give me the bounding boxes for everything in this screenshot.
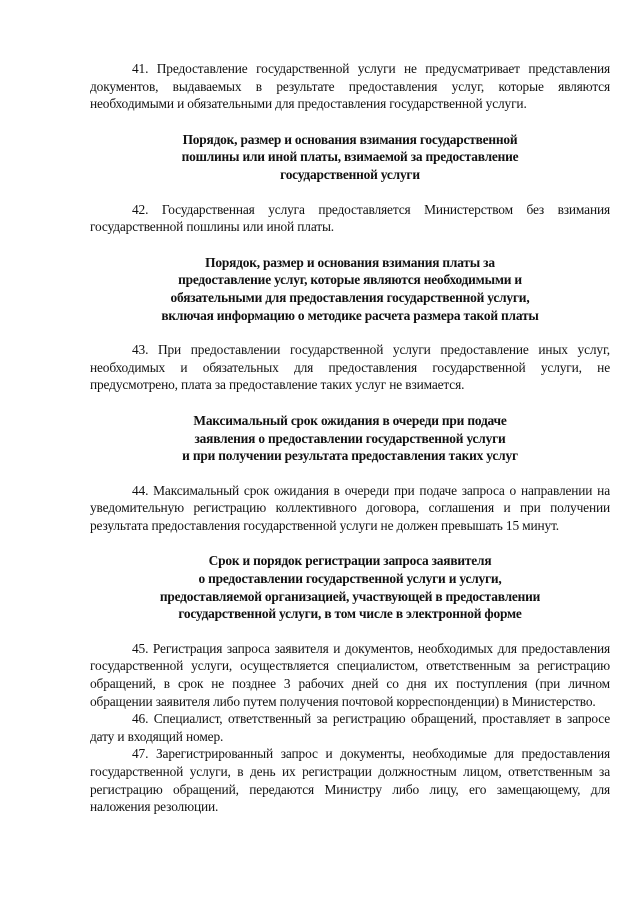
heading-line: заявления о предоставлении государственной услуги bbox=[194, 430, 506, 446]
heading-line: обязательными для предоставления государственной услуги, bbox=[170, 289, 530, 305]
heading-line: предоставляемой организацией, участвующей в предоставлении bbox=[159, 588, 541, 604]
heading-line: предоставление услуг, которые являются необходимыми и bbox=[178, 272, 522, 288]
heading-line: государственной услуги bbox=[280, 166, 420, 182]
heading-line: пошлины или иной платы, взимаемой за предоставление bbox=[181, 149, 519, 165]
paragraph-43: 43. При предоставлении государственной услуги предоставление иных услуг, необходимых и обязательных для предоставления государственной услуги, не предусмотрено, плата за предоставление таких услуг не взимается. bbox=[90, 342, 610, 393]
heading-line: о предоставлении государственной услуги и услуги, bbox=[198, 571, 502, 587]
section-heading-queue-time bbox=[90, 412, 610, 465]
heading-line: Порядок, размер и основания взимания государственной bbox=[182, 131, 518, 147]
heading-line: включая информацию о методике расчета размера такой платы bbox=[161, 307, 539, 323]
paragraph-41: 41. Предоставление государственной услуги не предусматривает представления документов, выдаваемых в результате предоставления услуг, которые являются необходимыми и обязательными для предоставления государственной услуги. bbox=[90, 61, 610, 112]
section-heading-request-registration bbox=[90, 552, 610, 622]
document-page bbox=[90, 60, 610, 816]
section-heading-state-fee bbox=[90, 131, 610, 184]
paragraph-45: 45. Регистрация запроса заявителя и документов, необходимых для предоставления государственной услуги, осуществляется специалистом, ответственным за регистрацию обращений, в срок не позднее 3 рабочих дней со дня их поступления (при личном обращении заявителя либо путем получения почтовой корреспонденции) в Министерство. bbox=[90, 640, 610, 709]
paragraph-42: 42. Государственная услуга предоставляется Министерством без взимания государственной пошлины или иной платы. bbox=[90, 201, 610, 235]
heading-line: Порядок, размер и основания взимания платы за bbox=[205, 254, 495, 270]
heading-line: Срок и порядок регистрации запроса заявителя bbox=[208, 553, 492, 569]
heading-line: Максимальный срок ожидания в очереди при подаче bbox=[193, 412, 507, 428]
paragraph-44: 44. Максимальный срок ожидания в очереди при подаче запроса о направлении на уведомительную регистрацию коллективного договора, соглашения и при получении результата предоставления государственной услуги не должен превышать 15 минут. bbox=[90, 482, 610, 533]
paragraph-47: 47. Зарегистрированный запрос и документы, необходимые для предоставления государственной услуги, в день их регистрации должностным лицом, ответственным за регистрацию обращений, передаются Министру либо лицу, его замещающему, для наложения резолюции. bbox=[90, 746, 610, 815]
section-heading-fee-for-services bbox=[90, 254, 610, 324]
heading-line: государственной услуги, в том числе в электронной форме bbox=[178, 606, 522, 622]
heading-line: и при получении результата предоставления таких услуг bbox=[182, 448, 518, 464]
paragraph-46: 46. Специалист, ответственный за регистрацию обращений, проставляет в запросе дату и входящий номер. bbox=[90, 711, 610, 744]
